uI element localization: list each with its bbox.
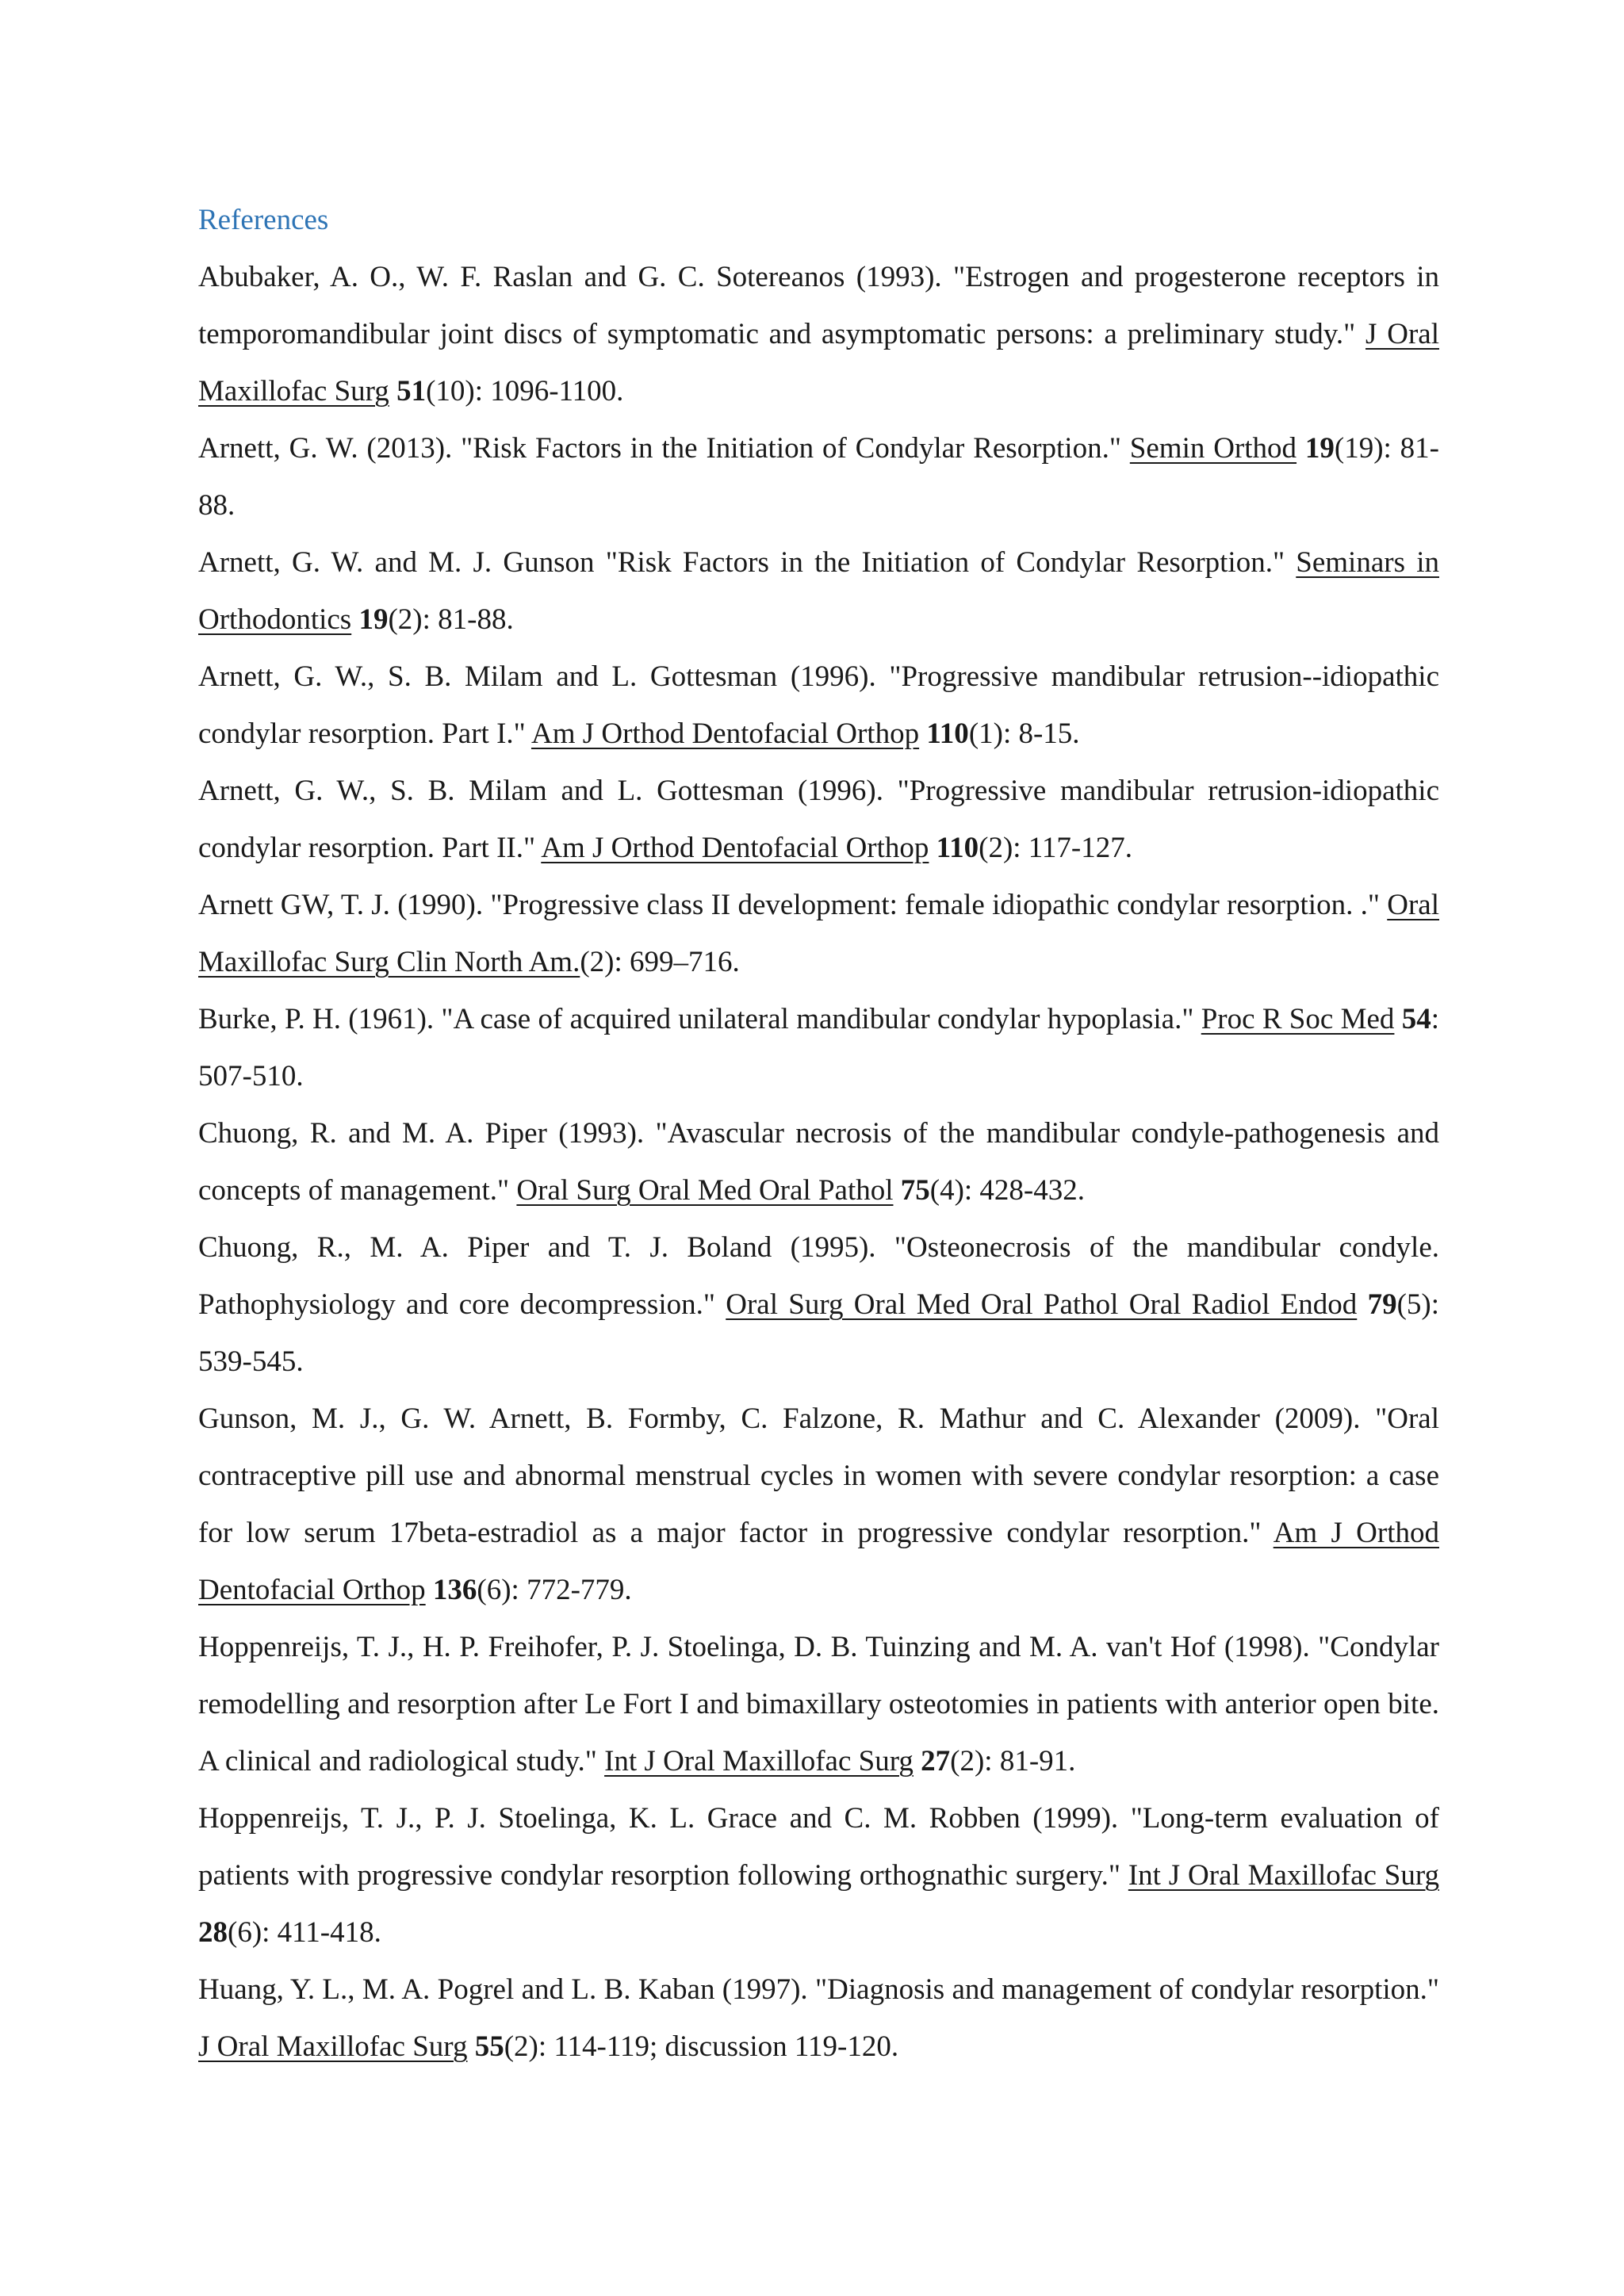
reference-volume: 110 (936, 832, 979, 864)
reference-entry (198, 1619, 1439, 1790)
reference-volume: 79 (1367, 1288, 1397, 1321)
reference-citation-text: Arnett, G. W. (2013). "Risk Factors in the Initiation of Condylar Resorption." (198, 432, 1130, 465)
reference-volume: 54 (1401, 1003, 1431, 1035)
reference-citation-text: Abubaker, A. O., W. F. Raslan and G. C. Sotereanos (1993). "Estrogen and progesterone receptors in temporomandibular joint discs of symptomatic and asymptomatic persons: a preliminary study." (198, 261, 1439, 350)
reference-spacer (1394, 1003, 1401, 1035)
reference-spacer (389, 375, 396, 408)
reference-entry (198, 877, 1439, 991)
reference-journal-link[interactable]: Seminars in Orthodontics (198, 546, 1439, 636)
reference-volume: 27 (921, 1745, 951, 1777)
reference-pages: (6): 772-779. (477, 1574, 632, 1606)
reference-spacer (929, 832, 936, 864)
reference-journal-link[interactable]: Am J Orthod Dentofacial Orthop (541, 832, 929, 864)
reference-entry (198, 1391, 1439, 1619)
reference-pages: (6): 411-418. (228, 1916, 381, 1949)
reference-entry (198, 649, 1439, 763)
reference-citation-text: Chuong, R., M. A. Piper and T. J. Boland (1995). "Osteonecrosis of the mandibular condyle. Pathophysiology and core decompression." (198, 1231, 1439, 1321)
reference-spacer (1357, 1288, 1367, 1321)
reference-pages: (2): 114-119; discussion 119-120. (504, 2030, 899, 2063)
reference-pages: (2): 117-127. (979, 832, 1132, 864)
reference-entry (198, 249, 1439, 420)
reference-entry (198, 991, 1439, 1105)
reference-spacer (914, 1745, 921, 1777)
reference-citation-text: Huang, Y. L., M. A. Pogrel and L. B. Kaban (1997). "Diagnosis and management of condylar resorption." (198, 1973, 1439, 2006)
reference-citation-text: Hoppenreijs, T. J., H. P. Freihofer, P. J. Stoelinga, D. B. Tuinzing and M. A. van't Hof (1998). "Condylar remodelling and resorption after Le Fort I and bimaxillary osteotomies in patients with anterior open bite. A clinical and radiological study." (198, 1631, 1439, 1777)
reference-journal-link[interactable]: J Oral Maxillofac Surg (198, 318, 1439, 408)
reference-pages: (19): 81-88. (198, 432, 1440, 522)
reference-journal-link[interactable]: Int J Oral Maxillofac Surg (1128, 1859, 1439, 1892)
reference-volume: 55 (474, 2030, 504, 2063)
reference-spacer (1297, 432, 1305, 465)
reference-entry (198, 1219, 1439, 1391)
reference-volume: 51 (396, 375, 427, 408)
reference-entry (198, 1105, 1439, 1219)
reference-journal-link[interactable]: Am J Orthod Dentofacial Orthop (198, 1517, 1439, 1606)
reference-volume: 19 (358, 603, 389, 636)
reference-journal-link[interactable]: Int J Oral Maxillofac Surg (604, 1745, 914, 1777)
reference-citation-text: Arnett, G. W., S. B. Milam and L. Gottesman (1996). "Progressive mandibular retrusion-idiopathic condylar resorption. Part II." (198, 775, 1439, 864)
reference-spacer (894, 1174, 901, 1207)
reference-journal-link[interactable]: Proc R Soc Med (1201, 1003, 1395, 1035)
reference-citation-text: Arnett GW, T. J. (1990). "Progressive class II development: female idiopathic condylar resorption. ." (198, 889, 1388, 921)
reference-citation-text: Chuong, R. and M. A. Piper (1993). "Avascular necrosis of the mandibular condyle-pathogenesis and concepts of management." (198, 1117, 1439, 1207)
reference-entry (198, 763, 1439, 877)
reference-pages: : 507-510. (198, 1003, 1439, 1093)
reference-volume: 136 (432, 1574, 477, 1606)
reference-spacer (467, 2030, 474, 2063)
reference-pages: (1): 8-15. (968, 718, 1080, 750)
reference-pages: (2): 699–716. (580, 946, 740, 978)
reference-entry (198, 420, 1439, 534)
reference-entry (198, 1961, 1439, 2076)
reference-pages: (2): 81-91. (950, 1745, 1076, 1777)
reference-citation-text: Arnett, G. W., S. B. Milam and L. Gottesman (1996). "Progressive mandibular retrusion--idiopathic condylar resorption. Part I." (198, 660, 1439, 750)
reference-pages: (2): 81-88. (388, 603, 514, 636)
reference-journal-link[interactable]: J Oral Maxillofac Surg (198, 2030, 468, 2063)
reference-volume: 19 (1304, 432, 1335, 465)
reference-volume: 110 (926, 718, 969, 750)
reference-list (198, 249, 1439, 2076)
reference-pages: (4): 428-432. (929, 1174, 1085, 1207)
reference-volume: 75 (900, 1174, 930, 1207)
reference-citation-text: Arnett, G. W. and M. J. Gunson "Risk Factors in the Initiation of Condylar Resorption." (198, 546, 1297, 579)
reference-citation-text: Hoppenreijs, T. J., P. J. Stoelinga, K. L. Grace and C. M. Robben (1999). "Long-term evaluation of patients with progressive condylar resorption following orthognathic surgery." (198, 1802, 1439, 1892)
reference-entry (198, 1790, 1439, 1961)
reference-journal-link[interactable]: Oral Maxillofac Surg Clin North Am. (198, 889, 1439, 978)
reference-journal-link[interactable]: Oral Surg Oral Med Oral Pathol (516, 1174, 894, 1207)
reference-citation-text: Burke, P. H. (1961). "A case of acquired unilateral mandibular condylar hypoplasia." (198, 1003, 1201, 1035)
reference-pages: (10): 1096-1100. (426, 375, 624, 408)
reference-volume: 28 (198, 1916, 228, 1949)
references-heading: References (198, 204, 329, 236)
reference-entry (198, 534, 1439, 649)
references-section (198, 192, 1439, 2076)
reference-pages: (5): 539-545. (198, 1288, 1439, 1378)
reference-spacer (426, 1574, 433, 1606)
reference-journal-link[interactable]: Am J Orthod Dentofacial Orthop (530, 718, 920, 750)
reference-journal-link[interactable]: Oral Surg Oral Med Oral Pathol Oral Radiol Endod (726, 1288, 1358, 1321)
reference-spacer (919, 718, 926, 750)
reference-journal-link[interactable]: Semin Orthod (1129, 432, 1297, 465)
reference-citation-text: Gunson, M. J., G. W. Arnett, B. Formby, C. Falzone, R. Mathur and C. Alexander (2009). "Oral contraceptive pill use and abnormal menstrual cycles in women with severe condylar resorption: a case for low serum 17beta-estradiol as a major factor in progressive condylar resorption." (198, 1402, 1439, 1549)
